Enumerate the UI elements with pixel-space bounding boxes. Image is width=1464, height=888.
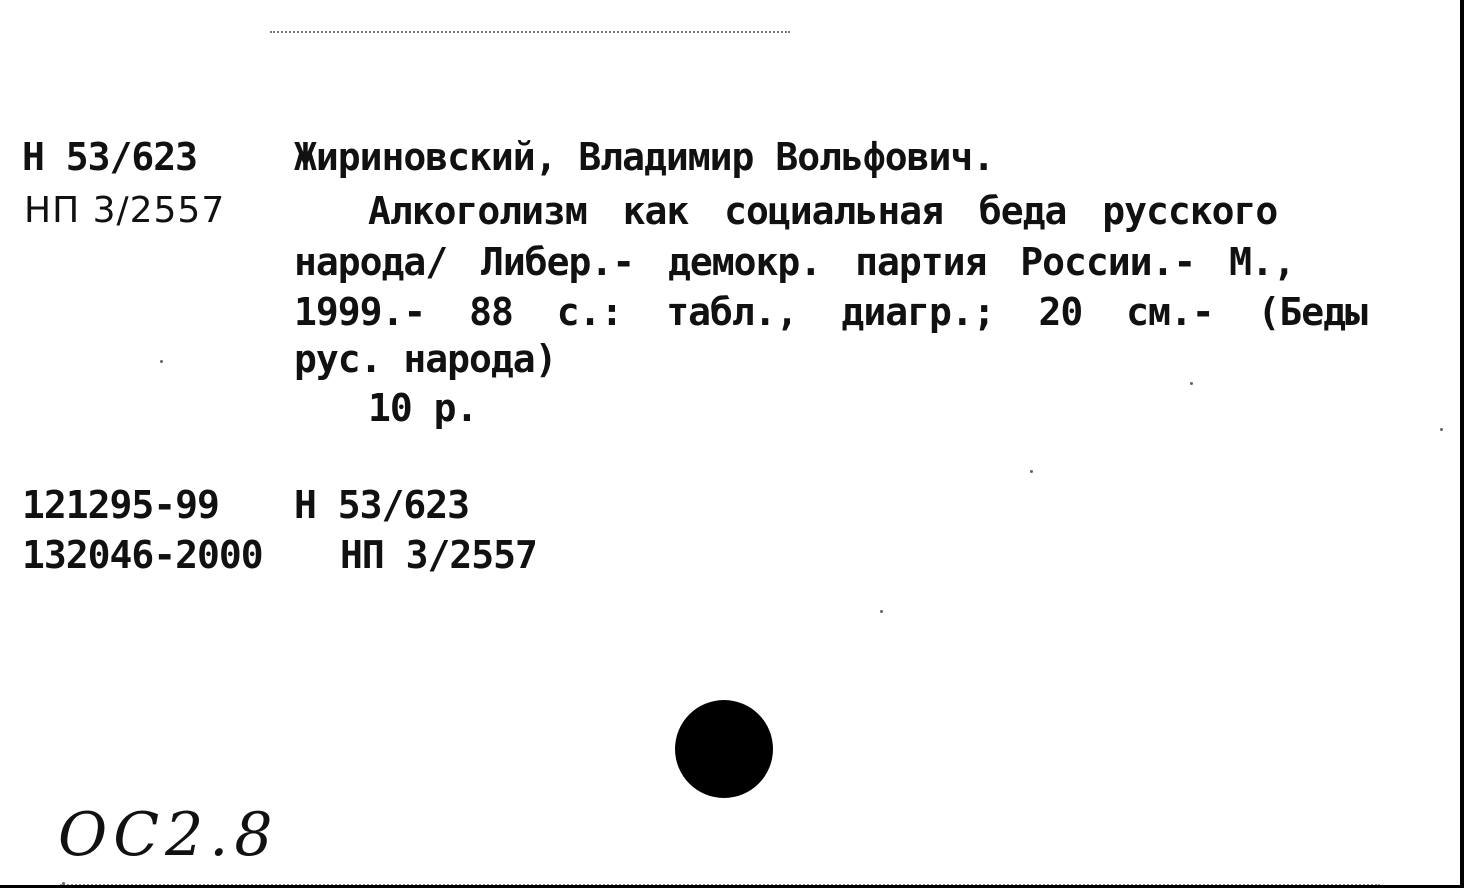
accession-shelf-1: Н 53/623 — [294, 483, 470, 527]
top-dotted-rule — [270, 31, 790, 33]
author-heading: Жириновский, Владимир Вольфович. — [294, 135, 995, 179]
accession-number-1: 121295-99 — [22, 483, 219, 527]
accession-number-2: 132046-2000 — [22, 533, 263, 577]
description-line-3: 1999.- 88 с.: табл., диагр.; 20 см.- (Беды — [294, 290, 1367, 334]
bottom-dotted-rule — [60, 884, 1380, 886]
call-number-primary: Н 53/623 — [22, 135, 198, 179]
scan-speck — [1030, 470, 1033, 473]
handwritten-classification-code: ОС2.8 — [58, 800, 279, 870]
scan-speck — [1440, 428, 1443, 431]
call-number-secondary: НП 3/2557 — [24, 190, 226, 231]
scan-speck — [160, 360, 163, 363]
scan-speck — [1190, 382, 1193, 385]
scan-speck — [880, 610, 883, 613]
scan-speck — [62, 882, 65, 885]
description-line-1: Алкоголизм как социальная беда русского — [368, 189, 1278, 233]
description-line-4: рус. народа) — [294, 337, 557, 381]
price: 10 р. — [368, 386, 478, 430]
accession-shelf-2: НП 3/2557 — [340, 533, 537, 577]
description-line-2: народа/ Либер.- демокр. партия России.- М., — [294, 240, 1295, 284]
punch-hole — [675, 700, 773, 798]
